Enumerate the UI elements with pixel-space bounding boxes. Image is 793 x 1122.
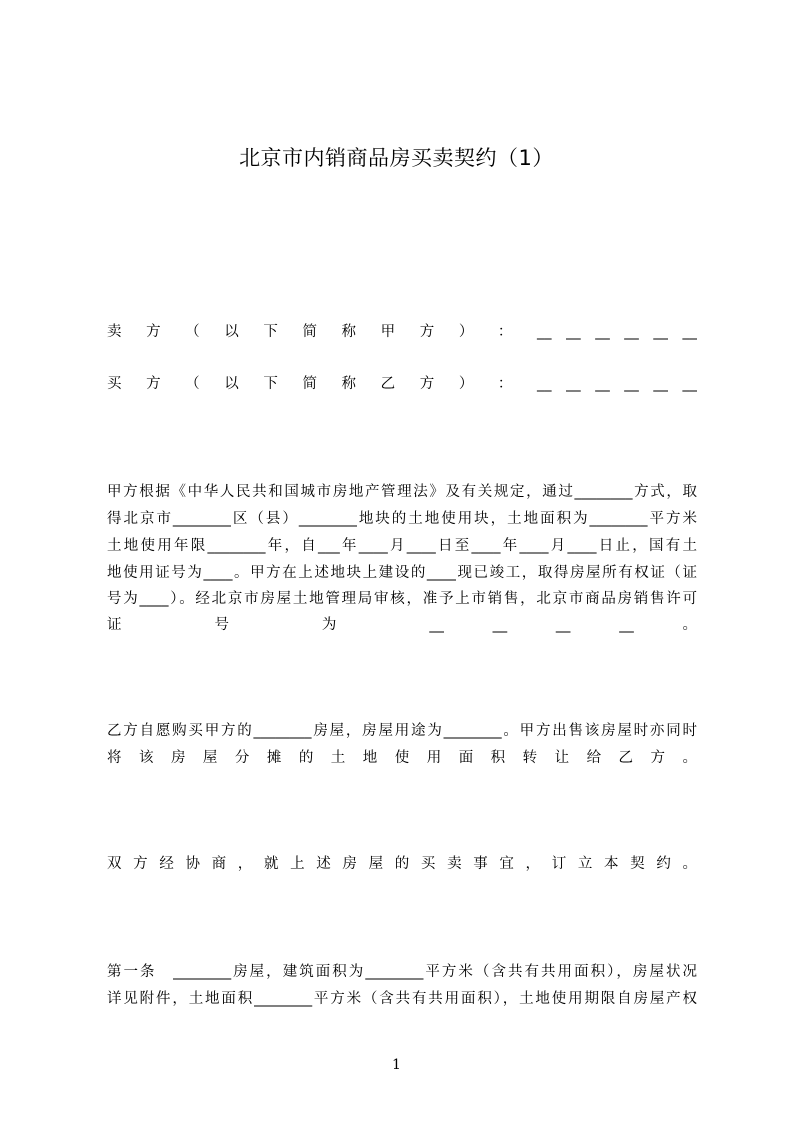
document-title: 北京市内销商品房买卖契约（1）: [239, 146, 554, 170]
buyer-line: 买 方 （ 以 下 简 称 乙 方 ） ： __ __ __ __ __ __: [107, 376, 697, 392]
seller-line: 卖 方 （ 以 下 简 称 甲 方 ） ： __ __ __ __ __ __: [107, 324, 697, 340]
paragraph1-line-1: 甲方根据《中华人民共和国城市房地产管理法》及有关规定，通过________方式，取: [107, 484, 697, 500]
paragraph2-line-1: 乙方自愿购买甲方的________房屋，房屋用途为________。甲方出售该房屋时亦同时: [107, 723, 697, 739]
paragraph2-line-2: 将 该 房 屋 分 摊 的 土 地 使 用 面 积 转 让 给 乙 方 。: [107, 750, 697, 766]
paragraph1-line-5: 号为____）。经北京市房屋土地管理局审核，准予上市销售，北京市商品房销售许可: [107, 591, 697, 607]
paragraph1-line-2: 得北京市________区（县）________地块的土地使用块，土地面积为________平方米: [107, 511, 697, 527]
article1-line-1: 第一条 ________房屋，建筑面积为________平方米（含共有共用面积），房屋状况: [107, 964, 697, 980]
page-number: 1: [392, 1057, 401, 1073]
paragraph1-line-3: 土地使用年限________年，自___年____月____日至____年____月____日止，国有土: [107, 538, 697, 554]
paragraph1-line-6: 证 号 为 __ __ __ __ 。: [107, 617, 697, 633]
paragraph3-line: 双 方 经 协 商 ， 就 上 述 房 屋 的 买 卖 事 宜 ， 订 立 本 契 约 。: [107, 856, 697, 872]
paragraph1-line-4: 地使用证号为____。甲方在上述地块上建设的____现已竣工，取得房屋所有权证（证: [107, 565, 697, 581]
article1-line-2: 详见附件，土地面积________平方米（含共有共用面积），土地使用期限自房屋产权: [107, 991, 697, 1007]
